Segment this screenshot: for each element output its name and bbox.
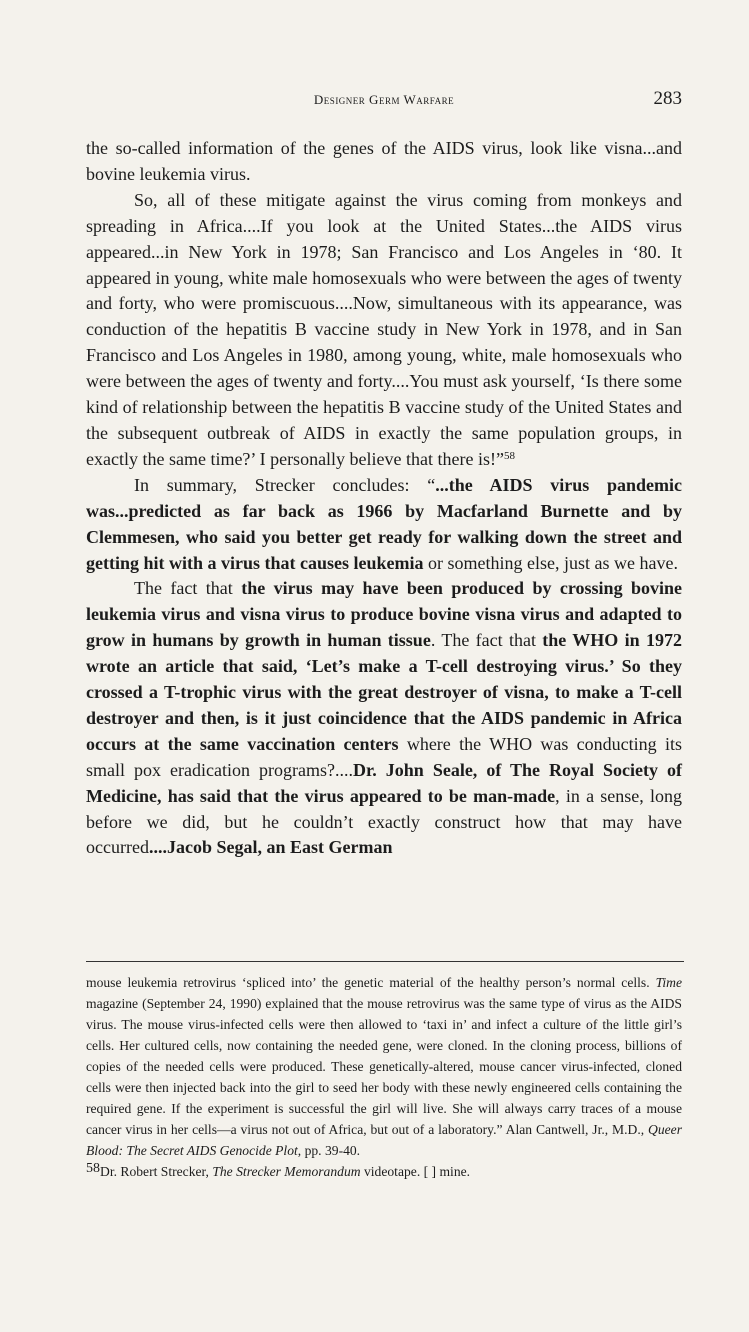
bold-text: ...the AIDS virus pandemic was...predicted as far back as 1966 by Macfarland Burnette and by Clemmesen, who said you better get ready for walking down the street and getting hit with a virus that causes leukemia: [86, 474, 682, 573]
paragraph: [86, 473, 682, 577]
footnote-text: mouse leukemia retrovirus ‘spliced into’ the genetic material of the healthy person’s normal cells.: [86, 975, 656, 990]
bold-text: the WHO in 1972 wrote an article that said, ‘Let’s make a T-cell destroying virus.’ So they crossed a T-trophic virus with the great destroyer of visna, to make a T-cell destroyer and then, is it just coincidence that the AIDS pandemic in Africa occurs at the same vaccination centers: [86, 630, 682, 754]
paragraph-text: . The fact that: [430, 630, 543, 651]
footnote-text: videotape. [ ] mine.: [360, 1164, 471, 1179]
footnote-57-continued: [86, 972, 682, 1161]
running-head: [86, 88, 682, 114]
paragraph: [86, 576, 682, 861]
body-text: [86, 136, 682, 861]
footnote-text: Dr. Robert Strecker,: [100, 1164, 213, 1179]
footnote-58: [86, 1161, 682, 1182]
bold-text: the virus may have been produced by crossing bovine leukemia virus and visna virus to produce bovine visna virus and adapted to grow in humans by growth in human tissue: [86, 578, 682, 651]
footnote-text: , pp. 39-40.: [297, 1143, 361, 1158]
paragraph-text: or something else, just as we have.: [423, 552, 678, 573]
paragraph-text: The fact that: [134, 578, 242, 599]
paragraph-text: the so-called information of the genes of the AIDS virus, look like visna...and bovine leukemia virus.: [86, 138, 682, 184]
page-number: 283: [653, 88, 682, 109]
footnote-reference: 58: [503, 449, 515, 462]
bold-text: ....Jacob Segal, an East German: [148, 837, 393, 858]
running-head-title: Designer Germ Warfare: [313, 92, 455, 107]
paragraph-text: So, all of these mitigate against the virus coming from monkeys and spreading in Africa....If you look at the United States...the AIDS virus appeared...in New York in 1978; San Francisco and Los Angeles in ‘80. It appeared in young, white male homosexuals who were between the ages of twenty and forty, who were promiscuous....Now, simultaneous with its appearance, was conduction of the hepatitis B vaccine study in New York in 1978, and in San Francisco and Los Angeles in 1980, among young, white, male homosexuals who were between the ages of twenty and forty....You must ask yourself, ‘Is there some kind of relationship between the hepatitis B vaccine study of the United States and the subsequent outbreak of AIDS in exactly the same population groups, in exactly the same time?’ I personally believe that there is!”: [86, 189, 682, 469]
footnote-text: magazine (September 24, 1990) explained that the mouse retrovirus was the same type of virus as the AIDS virus. The mouse virus-infected cells were then allowed to ‘taxi in’ and infect a culture of the little girl’s cells. Her cultured cells, now containing the needed gene, were cloned. In the cloning process, billions of copies of the needed cells were produced. These genetically-altered, mouse cancer virus-infected, cloned cells were then injected back into the girl to seed her body with these newly engineered cells containing the required gene. If the experiment is successful the girl will live. She will always carry traces of a mouse cancer virus in her cells—a virus not out of Africa, but out of a laboratory.” Alan Cantwell, Jr., M.D.,: [86, 996, 682, 1137]
paragraph-text: where the WHO was conducting its small pox eradication programs?....: [86, 733, 682, 780]
footnote-italic: The Strecker Memorandum: [212, 1164, 361, 1179]
paragraph: [86, 188, 682, 473]
paragraph: [86, 136, 682, 188]
bold-text: Dr. John Seale, of The Royal Society of Medicine, has said that the virus appeared to be man-made: [86, 759, 682, 806]
footnote-divider: [86, 961, 684, 962]
footnotes: [86, 972, 682, 1182]
footnote-italic: Queer Blood: The Secret AIDS Genocide Plot: [86, 1122, 682, 1158]
footnote-italic: Time: [655, 975, 682, 990]
paragraph-text: In summary, Strecker concludes: “: [134, 474, 436, 495]
footnote-number: 58: [86, 1161, 100, 1176]
paragraph-text: , in a sense, long before we did, but he couldn’t exactly construct how that may have occurred: [86, 785, 682, 858]
